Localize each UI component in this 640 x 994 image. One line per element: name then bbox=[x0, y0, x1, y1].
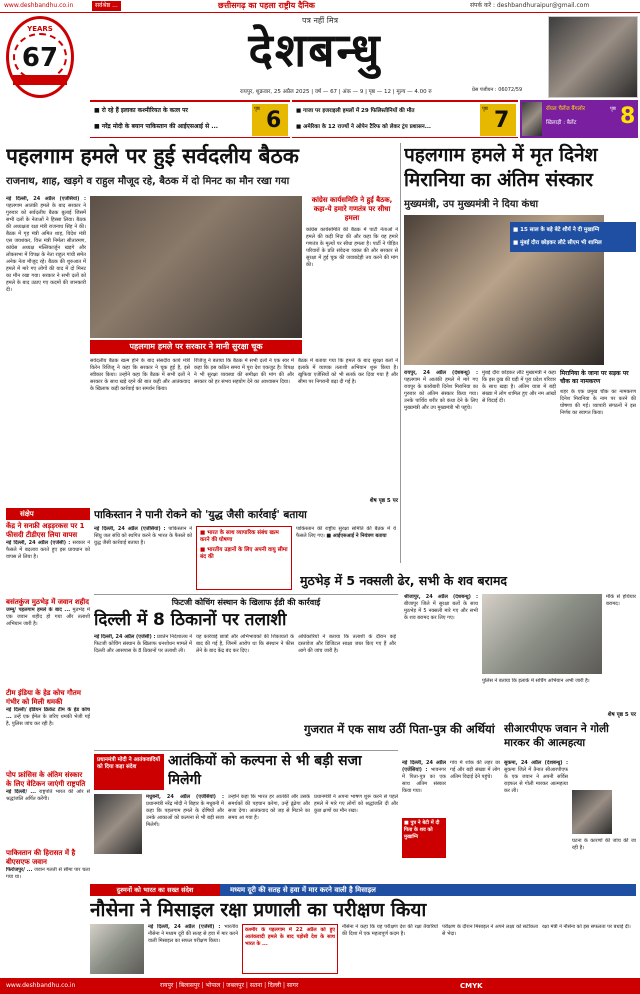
masthead-registration: प्रेस पंजीयन : 06072/59 bbox=[472, 87, 523, 93]
brief-2-dateline: जम्मू/ पहलगाम हमले के बाद ... bbox=[6, 607, 71, 613]
water-story-box-3: ■ आईएसआई ने नियंत्रण बताया bbox=[326, 533, 387, 539]
crpf-jawan-photo bbox=[572, 790, 612, 834]
cricket-player-photo bbox=[548, 16, 638, 98]
brief-2-head[interactable]: बसंतकुंज मुठभेड़ में जवान शहीद bbox=[6, 598, 89, 606]
modi-story-text-2: उन्होंने कहा कि भारत हर आतंकी और उसके समर्थकों की पहचान करेगा, उन्हें ढूंढेगा और सजा देगा। आतंकवाद को जड़ से मिटाने का समय आ गया है। bbox=[228, 794, 310, 821]
right-lead-headline[interactable]: पहलगाम हमले में मृत दिनेश मिरानिया का अंतिम संस्कार bbox=[404, 144, 598, 191]
right-lead-bullets bbox=[510, 222, 636, 252]
bottom-banner-left: दुश्मनों को भारत का सख्त संदेश bbox=[90, 884, 220, 896]
top-price-tag: सर्वश्रेष्ठ ... bbox=[92, 1, 121, 11]
water-story-box bbox=[196, 526, 292, 590]
teaser-2[interactable] bbox=[292, 100, 518, 138]
footer-cities: रायपुर | बिलासपुर | भोपाल | जबलपुर | सतना | दिल्ली | सागर bbox=[160, 982, 299, 989]
teaser-1-line2: ■ नरेंद्र मोदी के बयान पाकिस्तान की आईएसआई से ... bbox=[94, 123, 219, 130]
bottom-banner bbox=[90, 884, 636, 896]
modi-story-headline[interactable]: आतंकियों को कल्पना से भी बड़ी सजा मिलेगी bbox=[168, 753, 362, 788]
teaser-3-line2: खिलाड़ी : बैलेंट bbox=[546, 120, 577, 126]
brief-3-body: नई दिल्ली/ इंडियन क्रिकेट टीम के हेड कोच ... उन्हें एक ईमेल के जरिए धमकी भेजी गई है, पुलिस जांच कर रही है। bbox=[6, 707, 90, 727]
brief-2-body: जम्मू/ पहलगाम हमले के बाद ... मुठभेड़ में एक जवान शहीद हो गया और तलाशी अभियान जारी है। bbox=[6, 607, 90, 627]
column-divider bbox=[400, 143, 401, 563]
bottom-boxed-text: कश्मीर के पहलगाम में 22 अप्रैल को हुए आतंकवादी हमले के बाद पड़ोसी देश के साथ भारत के ... bbox=[245, 927, 335, 947]
bottom-text-2: नौसेना ने कहा कि यह परीक्षण देश की रक्षा तैयारियों की दिशा में एक महत्वपूर्ण कदम है। bbox=[342, 924, 438, 937]
water-story-text-2: पाकिस्तान की राष्ट्रीय सुरक्षा समिति की बैठक में ये फैसले लिए गए। ■ आईएसआई ने नियंत्रण बताया bbox=[296, 526, 396, 539]
lead-sidebar-title: कांग्रेस कार्यसमिति ने हुई बैठक, कहा-ये हमारे गणतंत्र पर सीधा हमला bbox=[311, 196, 393, 222]
lead-col-2-text: सर्वदलीय बैठक खत्म होने के बाद संसदीय कार्य मंत्री किरेन रिजिजू ने कहा कि सरकार ने चूक हुई है, इसे स्वीकार किया। उन्होंने कहा कि बैठक में सभी दलों ने सरकार के साथ खड़े रहने की बात कही और आतंकवाद के खिलाफ कड़ी कार्रवाई का समर्थन किया। bbox=[90, 358, 190, 392]
teaser-2-page-number: 7 bbox=[494, 108, 510, 133]
naxal-story-continued[interactable]: शेष पृष्ठ 5 पर bbox=[607, 712, 636, 718]
brief-3-head[interactable]: टीम इंडिया के हेड कोच गौतम गंभीर को मिली धमकी bbox=[6, 689, 81, 706]
gujarat-story-text-1: नई दिल्ली, 24 अप्रैल (एजेंसियां) : भावनगर में पिता-पुत्र का एक साथ अंतिम संस्कार किया गया। bbox=[402, 760, 446, 794]
teaser-3-photo bbox=[522, 102, 542, 136]
footer-cmyk: CMYK bbox=[460, 982, 483, 990]
missile-test-photo bbox=[90, 924, 144, 974]
masthead-motto: पत्र नहीं मित्र bbox=[301, 16, 339, 25]
gujarat-story-pullquote-text: ■ पुत्र ने बेटी में दी पिता के शव को मुखाग्नि bbox=[404, 820, 440, 840]
lead-col-4-text: बैठक में बताया गया कि हमले के बाद सुरक्षा बलों ने इलाके में व्यापक तलाशी अभियान शुरू किया है। खुफिया एजेंसियों को भी सतर्क कर दिया गया है और सीमा पर निगरानी बढ़ा दी गई है। bbox=[298, 358, 398, 385]
bottom-boxed bbox=[242, 924, 338, 974]
67-years-logo bbox=[6, 16, 74, 98]
teaser-2-page-badge bbox=[480, 104, 516, 136]
lead-photo-caption: पहलगाम हमले पर सरकार ने मानी सुरक्षा चूक bbox=[90, 340, 302, 354]
footer-bar bbox=[0, 978, 640, 994]
ed-story-kicker: फिटजी कोचिंग संस्थान के खिलाफ ईडी की कार्रवाई bbox=[171, 598, 321, 607]
teaser-1[interactable] bbox=[90, 100, 290, 138]
right-lead-side-title: मिरानिया के जाना पर सड़क पर चौक का नामकरण bbox=[560, 370, 629, 385]
ed-story-headline[interactable]: दिल्ली में 8 ठिकानों पर तलाशी bbox=[94, 610, 287, 630]
modi-story-kicker bbox=[94, 754, 164, 790]
naxal-story-dateline: श्रीजापुर, 24 अप्रैल (देशबन्धु) : bbox=[404, 594, 478, 600]
brief-4-body: नई दिल्ली/ ... राष्ट्रपति भारत की ओर से श्रद्धांजलि अर्पित करेंगी। bbox=[6, 789, 90, 802]
water-story-headline[interactable]: पाकिस्तान ने पानी रोकने को 'युद्ध जैसी कार्रवाई' बताया bbox=[94, 509, 307, 521]
naxal-story-text-3: पुलिस ने बताया कि इलाके में सर्चिंग अभियान अभी जारी है। bbox=[482, 678, 590, 684]
right-lead-bullet-1: ■ 15 साल के बड़े बेटे शौर्य ने दी मुखाग्नि bbox=[513, 227, 600, 233]
ed-story-text-2: यह कार्रवाई छात्रों और अभिभावकों की शिकायतों के बाद की गई है, जिनमें आरोप था कि संस्थान ने फीस लेने के बाद केंद्र बंद कर दिए। bbox=[196, 634, 294, 654]
water-story-box-1: ■ भारत के साथ व्यापारिक संबंध खत्म करने की घोषणा bbox=[200, 530, 279, 543]
lead-col-3-text: रिजिजू ने बताया कि बैठक में सभी दलों ने एक स्वर में कहा कि इस कठिन समय में पूरा देश एकजुट है। विपक्ष ने भी सुरक्षा व्यवस्था की समीक्षा की मांग की और सरकार को हर संभव सहयोग देने का आश्वासन दिया। bbox=[194, 358, 294, 385]
teaser-1-page-number: 6 bbox=[266, 108, 282, 133]
water-story-dateline: नई दिल्ली, 24 अप्रैल (एजेंसियां) : bbox=[94, 526, 166, 532]
brief-4-head[interactable]: पोप फ्रांसिस के अंतिम संस्कार के लिए वेटिकन जाएंगी राष्ट्रपति bbox=[6, 771, 86, 788]
right-lead-bullet-2: ■ मुंबई दौरा छोड़कर लौटे सीएम भी शामिल bbox=[513, 240, 602, 246]
right-lead-col-2: मुंबई दौरा छोड़कर लौटे मुख्यमंत्री ने कहा कि इस दुख की घड़ी में पूरा प्रदेश परिवार के साथ खड़ा है। अंतिम यात्रा में बड़ी संख्या में लोग शामिल हुए और नम आंखों से विदाई दी। bbox=[482, 370, 556, 404]
brief-5-body: फिरोजपुर/ ... जवान गलती से सीमा पार चला गया था। bbox=[6, 867, 90, 880]
gujarat-story-text-2: गांव में शोक की लहर छा गई और बड़ी संख्या में लोग अंतिम विदाई देने पहुंचे। bbox=[450, 760, 500, 780]
lead-sidebar-text: कांग्रेस कार्यसमिति की बैठक में पार्टी नेताओं ने हमले की कड़ी निंदा की और कहा कि यह हमारे गणतंत्र के मूल्यों पर सीधा हमला है। पार्टी ने पीड़ित परिवारों के प्रति संवेदना व्यक्त की और सरकार से सुरक्षा में हुई चूक की जवाबदेही तय करने की मांग की। bbox=[306, 227, 398, 268]
lead-col-1-text: नई दिल्ली, 24 अप्रैल (एजेंसियां) : पहलगाम आतंकी हमले के बाद सरकार ने गुरुवार को सर्वदलीय बैठक बुलाई जिसमें सभी दलों के नेताओं ने हिस्सा लिया। बैठक की अध्यक्षता रक्षा मंत्री राजनाथ सिंह ने की। बैठक में गृह मंत्री अमित शाह, विदेश मंत्री एस जयशंकर, वित्त मंत्री निर्मला सीतारमण, कांग्रेस अध्यक्ष मल्लिकार्जुन खड़गे और लोकसभा में विपक्ष के नेता राहुल गांधी समेत अनेक नेता मौजूद रहे। बैठक की शुरुआत में हमले में मारे गए लोगों की याद में दो मिनट का मौन रखा गया। सरकार ने सभी दलों को हमले के बाद उठाए गए कदमों की जानकारी दी। bbox=[6, 196, 86, 293]
ed-story-dateline: नई दिल्ली, 24 अप्रैल (एजेंसी) : bbox=[94, 634, 156, 640]
modi-story-dateline: मधुबनी, 24 अप्रैल (एजेंसियां) : bbox=[146, 794, 224, 800]
brief-4-dateline: नई दिल्ली/ ... bbox=[6, 789, 37, 795]
masthead-title: देशबन्धु bbox=[248, 23, 382, 77]
water-story-box-2: ■ भारतीय उड़ानों के लिए अपनी वायु सीमा बंद की bbox=[200, 547, 288, 560]
footer-website[interactable]: www.deshbandhu.co.in bbox=[6, 982, 76, 989]
modi-story-text-3: प्रधानमंत्री ने अपना भाषण शुरू करने से पहले हमले में मारे गए लोगों को श्रद्धांजलि दी और कुछ क्षणों का मौन रखा। bbox=[314, 794, 398, 814]
gujarat-story-headline[interactable]: गुजरात में एक साथ उठीं पिता-पुत्र की अर्थियां bbox=[304, 722, 495, 736]
teaser-3-line1: रॉयल चैलेंज बैंगलोर bbox=[546, 106, 586, 112]
gujarat-story-dateline: नई दिल्ली, 24 अप्रैल (एजेंसियां) : bbox=[402, 760, 446, 773]
crpf-story-headline[interactable]: सीआरपीएफ जवान ने गोली मारकर की आत्महत्या bbox=[504, 723, 609, 749]
crpf-story-dateline: सुकमा, 24 अप्रैल (देशबन्धु) : bbox=[504, 760, 568, 766]
teaser-2-page-label: पृष्ठ bbox=[482, 106, 488, 112]
naxal-story-text-1: श्रीजापुर, 24 अप्रैल (देशबन्धु) : बीजापुर जिले में सुरक्षा बलों के साथ मुठभेड़ में 5 नक्सली मारे गए और सभी के शव बरामद कर लिए गए। bbox=[404, 594, 478, 621]
briefs-title: संक्षेप bbox=[6, 508, 90, 520]
logo-ribbon bbox=[13, 75, 67, 85]
briefs-column bbox=[6, 522, 90, 970]
top-bar bbox=[0, 0, 640, 13]
bottom-text-3: परीक्षण के दौरान मिसाइल ने अपने लक्ष्य को सटीकता से भेदा। bbox=[442, 924, 538, 937]
gujarat-story-pullquote bbox=[402, 818, 446, 858]
brief-5-dateline: फिरोजपुर/ ... bbox=[6, 867, 33, 873]
brief-1-head[interactable]: केंद्र ने सनफ्री अड़ड़रकस पर 1 फीसदी टीडीएस लिया वापस bbox=[6, 522, 85, 539]
right-lead-col-1: रायपुर, 24 अप्रैल (देशबन्धु) : पहलगाम में आतंकी हमले में मारे गए रायपुर के कारोबारी दिनेश मिरानिया का गुरुवार को अंतिम संस्कार किया गया। उनके पार्थिव शरीर को कंधा देने के लिए मुख्यमंत्री और उप मुख्यमंत्री भी पहुंचे। bbox=[404, 370, 478, 411]
top-tagline: छत्तीसगढ़ का पहला राष्ट्रीय दैनिक bbox=[218, 1, 315, 10]
crpf-story-text-1: सुकमा, 24 अप्रैल (देशबन्धु) : सुकमा जिले में तैनात सीआरपीएफ के एक जवान ने अपनी सर्विस राइफल से गोली मारकर आत्महत्या कर ली। bbox=[504, 760, 568, 794]
lead-dateline: नई दिल्ली, 24 अप्रैल (एजेंसियां) : bbox=[6, 196, 86, 202]
naxal-encounter-photo bbox=[482, 594, 602, 674]
teaser-1-line1: ■ रो रहे हैं इलाका कश्मीरियत के कत्ल पर bbox=[94, 107, 188, 114]
logo-years-number: 67 bbox=[21, 43, 59, 73]
lead-continued[interactable]: शेष पृष्ठ 5 पर bbox=[369, 498, 398, 504]
teaser-2-line2: ■ अमेरिका के 12 राज्यों ने ओपेन टैरिफ को लेकर ट्रंप प्रशासन... bbox=[296, 124, 432, 130]
bottom-text-1: नई दिल्ली, 24 अप्रैल (एजेंसी) : भारतीय नौसेना ने मध्यम दूरी की सतह से हवा में मार करने वाली मिसाइल का सफल परीक्षण किया। bbox=[148, 924, 238, 944]
top-contact[interactable]: संपर्क करें : deshbandhuraipur@gmail.com bbox=[470, 2, 590, 9]
teaser-2-line1: ■ गाजा पर इजराइली हमलों में 29 फिलिस्तीनियों की मौत bbox=[296, 108, 415, 114]
bottom-text-4: रक्षा मंत्री ने नौसेना को इस सफलता पर बधाई दी। bbox=[542, 924, 631, 930]
teaser-1-page-badge bbox=[252, 104, 288, 136]
bottom-banner-right: मध्यम दूरी की सतह से हवा में मार करने वाली है मिसाइल bbox=[230, 886, 376, 894]
teaser-1-page-label: पृष्ठ bbox=[254, 106, 260, 112]
lead-subhead: राजनाथ, शाह, खड़गे व राहुल मौजूद रहे, बैठक में दो मिनट का मौन रखा गया bbox=[6, 176, 290, 187]
masthead-dateline: रायपुर, शुक्रवार, 25 अप्रैल 2025 | वर्ष — 67 | अंक — 9 | पृष्ठ — 12 | मूल्य — 4.00 रु bbox=[240, 89, 432, 95]
right-lead-side-text: शहर के एक प्रमुख चौक का नामकरण दिनेश मिरानिया के नाम पर करने की घोषणा की गई। व्यापारी संगठनों ने इस निर्णय का स्वागत किया। bbox=[560, 389, 636, 416]
brief-1-body: नई दिल्ली, 24 अप्रैल (एजेंसी) : सरकार ने फैसले में बदलाव करते हुए इस प्रावधान को वापस ले लिया है। bbox=[6, 540, 90, 560]
bottom-headline[interactable]: नौसेना ने मिसाइल रक्षा प्रणाली का परीक्षण किया bbox=[90, 899, 427, 921]
modi-photo bbox=[94, 794, 142, 854]
ed-story-rule bbox=[94, 594, 398, 595]
brief-3-dateline: नई दिल्ली/ इंडियन क्रिकेट टीम के हेड कोच ... bbox=[6, 707, 90, 720]
teaser-3-page-label: पृष्ठ bbox=[610, 106, 616, 112]
bottom-dateline: नई दिल्ली, 24 अप्रैल (एजेंसी) : bbox=[148, 924, 221, 930]
right-lead-dateline: रायपुर, 24 अप्रैल (देशबन्धु) : bbox=[404, 370, 478, 376]
naxal-story-headline[interactable]: मुठभेड़ में 5 नक्सली ढेर, सभी के शव बरामद bbox=[300, 573, 508, 588]
right-lead-side-box bbox=[560, 370, 636, 560]
brief-5-head[interactable]: पाकिस्तान की हिरासत में है बीएसएफ जवान bbox=[6, 849, 76, 866]
modi-story-text-1: मधुबनी, 24 अप्रैल (एजेंसियां) : प्रधानमंत्री नरेंद्र मोदी ने बिहार के मधुबनी में कहा कि पहलगाम हमले के दोषियों और उनके आकाओं को कल्पना से भी बड़ी सजा मिलेगी। bbox=[146, 794, 224, 828]
ed-story-text-3: अधिकारियों ने बताया कि तलाशी के दौरान कई दस्तावेज और डिजिटल साक्ष्य जब्त किए गए हैं और आगे की जांच जारी है। bbox=[298, 634, 396, 654]
modi-story-kicker-text: प्रधानमंत्री मोदी ने आतंकवादियों को दिया कड़ा संदेश bbox=[97, 757, 161, 770]
top-website[interactable]: www.deshbandhu.co.in bbox=[4, 2, 74, 9]
teaser-3-page-number: 8 bbox=[620, 104, 636, 129]
lead-sidebar bbox=[306, 196, 398, 356]
crpf-story-text-2: घटना के कारणों की जांच की जा रही है। bbox=[572, 838, 636, 851]
naxal-story-text-2: मौके से हथियार बरामद। bbox=[606, 594, 636, 607]
all-party-meeting-photo bbox=[90, 196, 302, 338]
lead-headline[interactable]: पहलगाम हमले पर हुई सर्वदलीय बैठक bbox=[6, 144, 299, 168]
water-story-text-1: नई दिल्ली, 24 अप्रैल (एजेंसियां) : पाकिस्तान ने सिंधु जल संधि को स्थगित करने के भारत के फैसले को युद्ध जैसी कार्रवाई बताया है। bbox=[94, 526, 192, 546]
teaser-3[interactable] bbox=[520, 100, 638, 138]
logo-years-label: YEARS bbox=[27, 25, 53, 33]
ed-story-text-1: नई दिल्ली, 24 अप्रैल (एजेंसी) : प्रवर्तन निदेशालय ने फिटजी कोचिंग संस्थान के खिलाफ धनशोधन मामले में दिल्ली और आसपास के 8 ठिकानों पर तलाशी ली। bbox=[94, 634, 192, 654]
right-lead-subhead: मुख्यमंत्री, उप मुख्यमंत्री ने दिया कंधा bbox=[404, 199, 539, 210]
brief-1-dateline: नई दिल्ली, 24 अप्रैल (एजेंसी) : bbox=[6, 540, 71, 546]
